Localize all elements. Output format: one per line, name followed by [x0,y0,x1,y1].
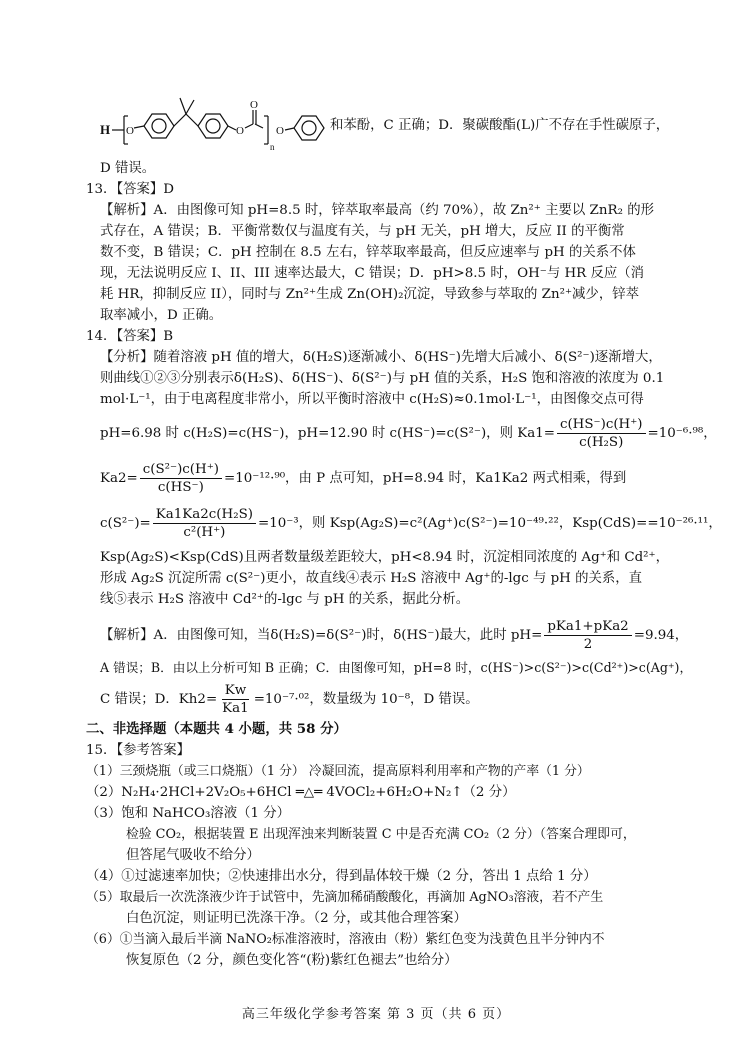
q14-ka1-line [86,416,717,451]
q14-ka1-numerator: c(HS⁻)c(H⁺) [557,416,646,434]
q14-kh2-fraction [219,682,252,717]
section2-heading: 二、非选择题（本题共 4 小题，共 58 分） [86,721,347,737]
q14-jiexi-c [86,682,692,717]
q14-jiexi-b: A 错误；B．由以上分析可知 B 正确；C．由图像可知，pH=8 时，c(HS⁻)>c(S²⁻)>c(Cd²⁺)>c(Ag⁺)， [100,660,693,675]
q15-item-6: （6）①当滴入最后半滴 NaNO₂标准溶液时，溶液由（粉）紫红色变为浅黄色且半分钟内不 [86,932,605,947]
svg-text:O: O [236,125,244,137]
q14-ka1-fraction [557,416,646,451]
q12-d-wrong: D 错误。 [100,161,156,176]
q13-line-3: 数不变，B 错误；C．pH 控制在 8.5 左右，锌萃取率最高，但反应速率与 pH 的关系不体 [100,245,636,260]
q14-analysis-3: mol·L⁻¹，由于电离程度非常小，所以平衡时溶液中 c(H₂S)≈0.1mol·L⁻¹，由图像交点可得 [100,392,644,407]
q15-item-2: （2）N₂H₄·2HCl+2V₂O₅+6HCl ═△═ 4VOCl₂+6H₂O+N₂↑（2 分） [86,785,516,800]
q14-ka1-value: =10⁻⁶·⁹⁸， [647,426,717,441]
q14-cs-numerator: Ka1Ka2c(H₂S) [153,506,256,524]
svg-text:n: n [270,142,275,152]
q14-cs-denominator: c²(H⁺) [183,525,226,540]
q15-item-5: （5）取最后一次洗涤液少许于试管中，先滴加稀硝酸酸化，再滴加 AgNO₃溶液，若不产生 [86,890,604,905]
q14-ka2-fraction [140,461,222,496]
q14-after-1: Ksp(Ag₂S)<Ksp(CdS)且两者数量级差距较大，pH<8.94 时，沉淀相同浓度的 Ag⁺和 Cd²⁺， [100,550,669,565]
q14-ka1-denominator: c(H₂S) [579,435,624,450]
q14-answer: 14．【答案】B [86,329,174,344]
svg-text:H: H [100,122,111,137]
q15-item-3: （3）饱和 NaHCO₃溶液（1 分） [86,806,291,821]
page-footer: 高三年级化学参考答案 第 3 页（共 6 页） [241,1007,511,1022]
q13-line-4: 现，无法说明反应 I、II、III 速率达最大，C 错误；D．pH>8.5 时，OH⁻与 HR 反应（消 [100,266,645,281]
q15-item-3-cont-2: 但答尾气吸收不给分） [126,848,260,863]
q14-analysis-1: 【分析】随着溶液 pH 值的增大，δ(H₂S)逐渐减小、δ(HS⁻)先增大后减小、δ(S²⁻)逐渐增大， [100,350,662,365]
q14-jiexi-fraction [544,618,631,653]
svg-text:O: O [250,99,258,111]
q14-cs-line [86,506,722,541]
q15-item-4: （4）①过滤速率加快；②快速排出水分，得到晶体较干燥（2 分，答出 1 点给 1 分） [86,869,597,884]
q14-jiexi-a [86,618,692,653]
svg-text:O: O [126,125,134,137]
q14-ka2-value: =10⁻¹²·⁹⁰，由 P 点可知，pH=8.94 时，Ka1Ka2 两式相乘，得到 [224,471,627,486]
q14-ka2-denominator: c(HS⁻) [157,480,204,495]
q13-line-5: 耗 HR，抑制反应 II），同时与 Zn²⁺生成 Zn(OH)₂沉淀，导致参与萃取的 Zn²⁺减少，锌萃 [100,287,639,302]
q15-item-3-cont-1: 检验 CO₂，根据装置 E 出现浑浊来判断装置 C 中是否充满 CO₂（2 分）（答案合理即可， [126,827,636,842]
q15-answer: 15．【参考答案】 [86,743,191,758]
q13-line-1: 【解析】A．由图像可知 pH=8.5 时，锌萃取率最高（约 70%），故 Zn²⁺ 主要以 ZnR₂ 的形 [100,203,654,218]
q14-jiexi-numerator: pKa1+pKa2 [544,618,631,636]
q14-after-3: 线⑤表示 H₂S 溶液中 Cd²⁺的-lgc 与 pH 的关系，据此分析。 [100,592,470,607]
q14-cs-fraction [153,506,256,541]
q15-item-1: （1）三颈烧瓶（或三口烧瓶）（1 分） 冷凝回流，提高原料利用率和产物的产率（1 分） [86,764,590,779]
q13-answer: 13．【答案】D [86,182,175,197]
q14-jiexi-c-text: C 错误；D．Kh2= [100,692,218,707]
q14-ka1-text: pH=6.98 时 c(H₂S)=c(HS⁻)，pH=12.90 时 c(HS⁻)=c(S²⁻)，则 Ka1= [100,426,555,441]
q12-structure-text: 和苯酚，C 正确；D．聚碳酸酯(L)广不存在手性碳原子， [330,118,670,133]
q14-ka2-label: Ka2= [100,471,138,486]
q14-jiexi-a-text: 【解析】A．由图像可知，当δ(H₂S)=δ(S²⁻)时，δ(HS⁻)最大，此时 pH= [100,628,543,643]
q14-kh2-denominator: Ka1 [222,701,249,716]
q14-jiexi-value: =9.94， [633,628,689,643]
q14-cs-label: c(S²⁻)= [100,516,151,531]
q13-line-2: 式存在，A 错误；B．平衡常数仅与温度有关，与 pH 无关，pH 增大，反应 II 的平衡常 [100,224,625,239]
svg-text:O: O [276,125,284,137]
answer-page [86,80,722,971]
q14-kh2-numerator: Kw [222,682,249,700]
q14-after-2: 形成 Ag₂S 沉淀所需 c(S²⁻)更小，故直线④表示 H₂S 溶液中 Ag⁺的-lgc 与 pH 的关系，直 [100,571,643,586]
polycarbonate-structure-row [86,80,692,158]
q15-item-5-cont: 白色沉淀，则证明已洗涤干净。（2 分，或其他合理答案） [126,911,467,926]
q14-ka2-line [86,461,692,496]
q13-line-6: 取率减小，D 正确。 [100,308,223,323]
q15-item-6-cont: 恢复原色（2 分，颜色变化答“(粉)紫红色褪去”也给分） [126,953,458,968]
q14-jiexi-denominator: 2 [583,637,593,652]
q14-ka2-numerator: c(S²⁻)c(H⁺) [140,461,222,479]
q14-analysis-2: 则曲线①②③分别表示δ(H₂S)、δ(HS⁻)、δ(S²⁻)与 pH 值的关系，H₂S 饱和溶液的浓度为 0.1 [100,371,665,386]
q14-cs-value: =10⁻³，则 Ksp(Ag₂S)=c²(Ag⁺)c(S²⁻)=10⁻⁴⁹·²²，Ksp(CdS)==10⁻²⁶·¹¹， [257,516,722,531]
q14-jiexi-c-value: =10⁻⁷·⁰²，数量级为 10⁻⁸，D 错误。 [253,692,479,707]
